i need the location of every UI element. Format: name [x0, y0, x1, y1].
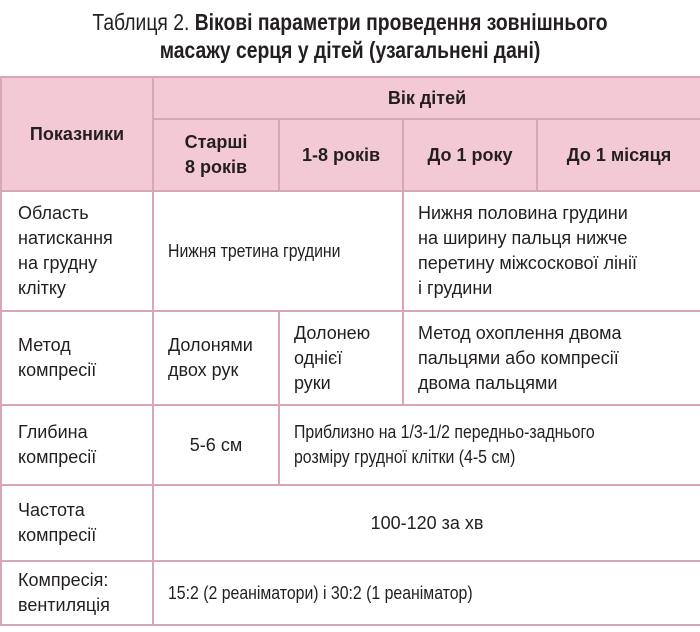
title-main-line-1: Вікові параметри проведення зовнішнього: [194, 9, 608, 35]
method-1-8: Долонею однієї руки: [279, 311, 403, 405]
cpr-parameters-table: [0, 76, 700, 626]
area-older-text: Нижня третина грудини: [168, 240, 341, 261]
row-compression-area: [1, 191, 700, 311]
label-compression-depth: Глибина компресії: [1, 405, 153, 485]
title-prefix: Таблиця 2.: [92, 9, 195, 35]
area-older: [153, 191, 403, 311]
label-compression-rate: Частота компресії: [1, 485, 153, 561]
table-title: [56, 0, 644, 64]
age-group-1-8: 1-8 років: [279, 119, 403, 191]
label-compression-area: Область натискання на грудну клітку: [1, 191, 153, 311]
rate-value: 100-120 за хв: [153, 485, 700, 561]
method-infants: Метод охоплення двома пальцями або компресії двома пальцями: [403, 311, 700, 405]
title-line-1: [56, 8, 644, 36]
method-older-8: Долонями двох рук: [153, 311, 279, 405]
age-header: Вік дітей: [153, 77, 700, 119]
area-younger: Нижня половина грудини на ширину пальця нижче перетину міжсоскової лінії і грудини: [403, 191, 700, 311]
age-group-under-1-year: До 1 року: [403, 119, 537, 191]
age-group-older-8: Старші 8 років: [153, 119, 279, 191]
row-compression-rate: [1, 485, 700, 561]
row-compression-depth: [1, 405, 700, 485]
row-compression-ventilation: [1, 561, 700, 625]
label-compression-method: Метод компресії: [1, 311, 153, 405]
depth-older-8: 5-6 см: [153, 405, 279, 485]
label-compression-ventilation: Компресія: вентиляція: [1, 561, 153, 625]
ratio-value-text: 15:2 (2 реаніматори) і 30:2 (1 реаніматор): [168, 582, 473, 603]
title-main-line-2: масажу серця у дітей (узагальнені дані): [159, 37, 541, 63]
age-group-under-1-month: До 1 місяця: [537, 119, 700, 191]
depth-others: [279, 405, 700, 485]
header-row-1: [1, 77, 700, 119]
indicators-header: Показники: [1, 77, 153, 191]
ratio-value: [153, 561, 700, 625]
depth-others-text: Приблизно на 1/3-1/2 передньо-заднього розміру грудної клітки (4-5 см): [294, 422, 595, 467]
row-compression-method: [1, 311, 700, 405]
